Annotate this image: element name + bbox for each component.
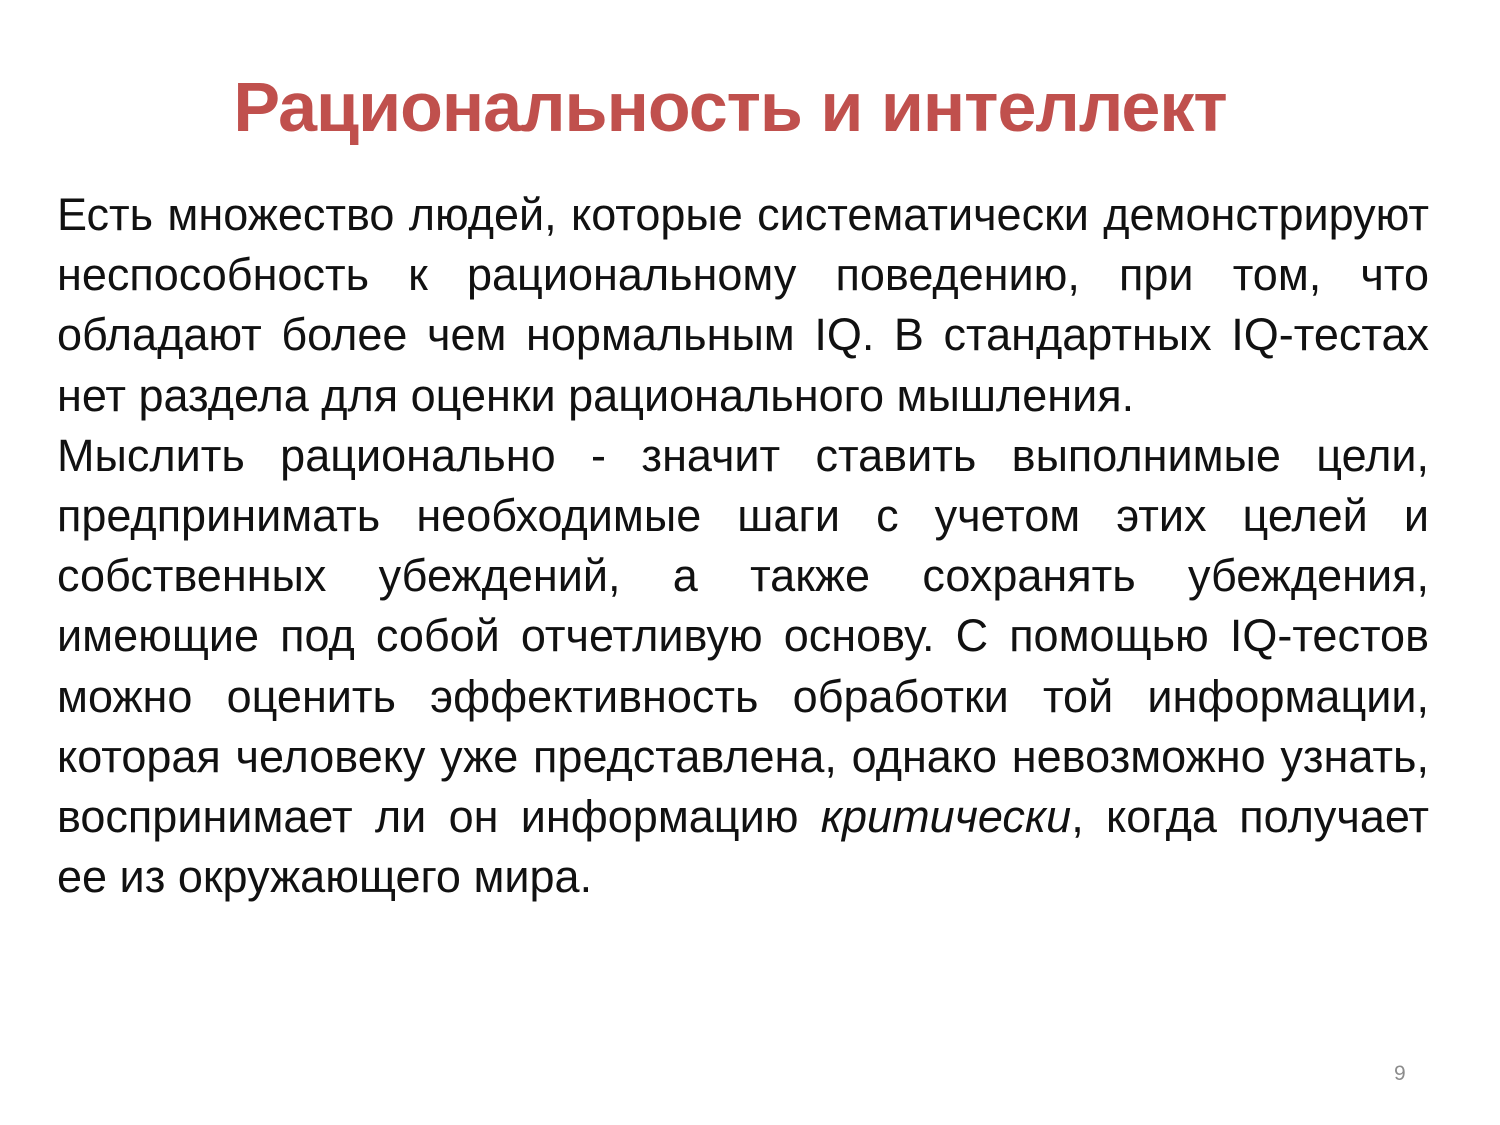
paragraph-rational-thinking <box>57 426 1429 908</box>
slide-body <box>57 185 1429 907</box>
page-number: 9 <box>1394 1062 1406 1085</box>
paragraph-iq-and-rationality: Есть множество людей, которые систематически демонстрируют неспособность к рациональному поведению, при том, что обладают более чем нормальным IQ. В стандартных IQ-тестах нет раздела для оценки рационального мышления. <box>57 189 1429 421</box>
italic-critically: критически <box>820 791 1072 843</box>
paragraph-rational-thinking-text: Мыслить рационально - значит ставить выполнимые цели, предпринимать необходимые шаги с учетом этих целей и собственных убеждений, а также сохранять убеждения, имеющие под собой отчетливую основу. С помощью IQ-тестов можно оценить эффективность обработки той информации, которая человеку уже представлена, однако невозможно узнать, воспринимает ли он информацию <box>57 429 1429 843</box>
slide-title: Рациональность и интеллект <box>233 68 1227 146</box>
paragraph-rational-thinking-end: , когда получает ее из окружающего мира. <box>57 791 1429 903</box>
